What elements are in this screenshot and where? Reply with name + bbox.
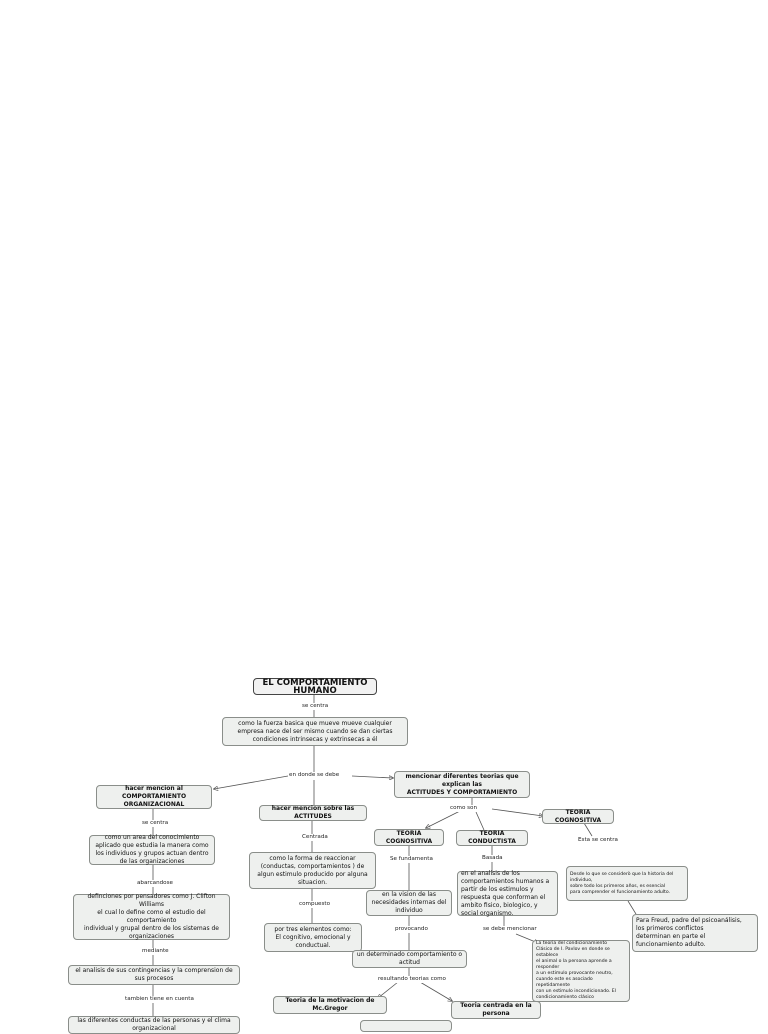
link bbox=[214, 776, 288, 789]
root-title: EL COMPORTAMIENTO HUMANO bbox=[253, 678, 377, 695]
org-description: como un area del conocimiento aplicado que estudia la manera como los individuos y grupos actuan dentro de las organizaciones bbox=[89, 835, 215, 865]
org-definitions: definciones por pensadores como J. Clifton Williams el cual lo define como el estudio del comportamiento individual y grupal dentro de los sistemas de organizaciones bbox=[73, 894, 230, 940]
label-tambien: tambien tiene en cuenta bbox=[125, 996, 194, 1002]
mcgregor-child-node bbox=[360, 1020, 452, 1032]
label-abarcandose: abarcandose bbox=[137, 880, 173, 886]
freud-node: Para Freud, padre del psicoanálisis, los primeros conflictos determinan en parte el funcionamiento adulto. bbox=[632, 914, 758, 952]
concept-map bbox=[68, 668, 760, 1032]
link bbox=[426, 810, 462, 828]
link bbox=[352, 776, 393, 778]
attitudes-node: hacer mencion sobre las ACTITUDES bbox=[259, 805, 367, 821]
person-centered-theory-node: Teoria centrada en la persona bbox=[451, 1001, 541, 1019]
label-se-centra-2: se centra bbox=[142, 820, 169, 826]
link bbox=[584, 823, 592, 836]
label-basada: Basada bbox=[482, 855, 503, 861]
label-como-son: como son bbox=[450, 805, 478, 811]
org-analysis: el analisis de sus contingencias y la comprension de sus procesos bbox=[68, 965, 240, 985]
label-esta-se-centra: Esta se centra bbox=[578, 837, 618, 843]
link bbox=[476, 812, 484, 830]
attitudes-description: como la forma de reaccionar (conductas, comportamientos ) de algun estimulo producido por alguna situacion. bbox=[249, 852, 376, 889]
label-mediante: mediante bbox=[142, 948, 169, 954]
org-conducts: las diferentes conductas de las personas y el clima organizacional bbox=[68, 1016, 240, 1034]
org-behavior-node: hacer mencion al COMPORTAMIENTO ORGANIZACIONAL bbox=[96, 785, 212, 809]
pavlov-node: La teoria del condicionamiento Clásico de I. Pavlov en donde se establece el animal o la persona aprende a responder a un estimulo provocante neutro, cuando este es asociado repetidamente con un estimulo incondicionado. El condicionamiento clásico bbox=[532, 940, 630, 1002]
label-centrada: Centrada bbox=[302, 834, 328, 840]
theories-node: mencionar diferentes teorias que explican las ACTITUDES Y COMPORTAMIENTO bbox=[394, 771, 530, 798]
link bbox=[492, 809, 543, 816]
behaviorist-description: en el analisis de los comportamientos humanos a partir de los estimulos y respuesta que conforman el ambito fisico, biologico, y social organismo. bbox=[457, 871, 558, 916]
label-resultando: resultando teorias como bbox=[378, 976, 446, 982]
label-compuesto: compuesto bbox=[299, 901, 331, 907]
attitudes-elements: por tres elementos como: El cognitivo, emocional y conductual. bbox=[264, 923, 362, 952]
link bbox=[628, 901, 636, 914]
behaviorist-theory-node: TEORIA CONDUCTISTA bbox=[456, 830, 528, 846]
label-en-donde-se-debe: en donde se debe bbox=[289, 772, 340, 778]
label-se-centra: se centra bbox=[302, 703, 329, 709]
mcgregor-theory-node: Teoria de la motivacion de Mc.Gregor bbox=[273, 996, 387, 1014]
cognitive-description: en la vision de las necesidades internas del individuo bbox=[366, 890, 452, 916]
cognitive-2-description: Desde lo que se considerò que la historia del individuo, sobre todo los primeros años, es esencial para comprender el funcionamiento adulto. bbox=[566, 866, 688, 901]
label-provocando: provocando bbox=[395, 926, 428, 932]
cognitive-theory-2-node: TEORIA COGNOSITIVA bbox=[542, 809, 614, 824]
root-description: como la fuerza basica que mueve mueve cualquier empresa nace del ser mismo cuando se dan ciertas condiciones intrinsecas y extrinsecas a él bbox=[222, 717, 408, 746]
link bbox=[420, 982, 452, 1001]
label-se-fundamenta: Se fundamenta bbox=[390, 856, 433, 862]
result-node: un determinado comportamiento o actitud bbox=[352, 950, 467, 968]
label-se-debe-mencionar: se debe mencionar bbox=[483, 926, 537, 932]
cognitive-theory-node: TEORIA COGNOSITIVA bbox=[374, 829, 444, 846]
